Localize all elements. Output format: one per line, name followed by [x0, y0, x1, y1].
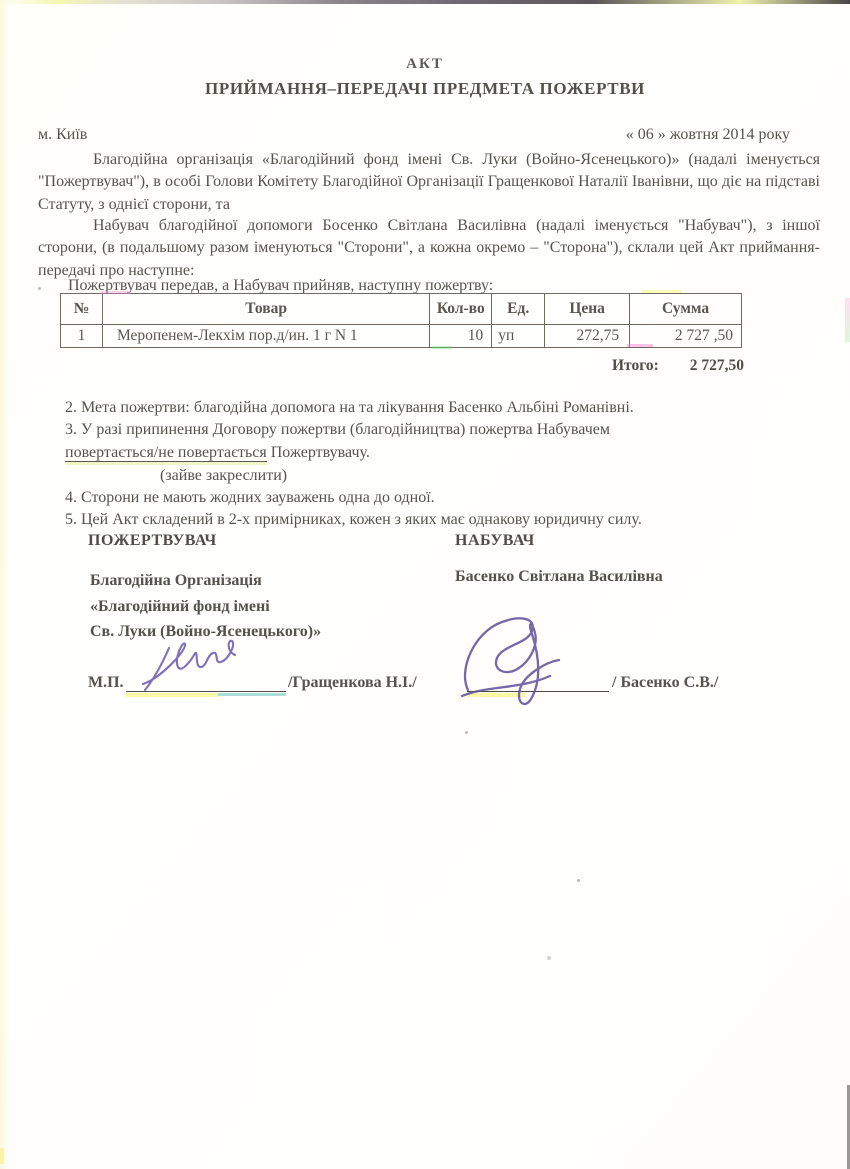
clause-3-underlined-choice: повертається/не повертається [65, 444, 267, 461]
doc-title-subject: ПРИЙМАННЯ–ПЕРЕДАЧІ ПРЕДМЕТА ПОЖЕРТВИ [205, 79, 645, 98]
scan-edge-left [0, 0, 9, 1169]
recipient-signature-caption: / Басенко С.В./ [612, 674, 719, 691]
scan-artifact [432, 346, 452, 349]
scan-artifact-corner [0, 1148, 4, 1164]
clause-5-copies: 5. Цей Акт складений в 2-х примірниках, кожен з яких має однакову юридичну силу. [65, 511, 642, 528]
recipient-name: Басенко Світлана Василівна [455, 568, 663, 585]
total-row [612, 357, 744, 375]
place-date-row [38, 126, 790, 144]
seal-place-label: М.П. [88, 674, 124, 691]
donor-signature-caption: /Гращенкова Н.І./ [288, 674, 417, 691]
col-header-quantity: Кол-во [430, 294, 492, 325]
doc-date: « 06 » жовтня 2014 року [625, 126, 790, 143]
col-header-goods: Товар [102, 294, 429, 325]
total-value: 2 727,50 [689, 357, 744, 374]
cell-price: 272,75 [545, 325, 630, 348]
signature-basenko [456, 610, 598, 712]
total-label: Итого: [612, 357, 659, 374]
scan-artifact [100, 291, 130, 294]
col-header-price: Цена [545, 294, 630, 325]
table-intro-line: Пожертвувач передав, а Набувач прийняв, наступну пожертву: [68, 277, 494, 294]
cell-unit: уп [492, 325, 545, 348]
clause-2-purpose: 2. Мета пожертви: благодійна допомога на та лікування Басенко Альбіні Романівні. [65, 399, 634, 416]
scan-artifact-right [845, 298, 850, 342]
scan-speck [38, 287, 41, 290]
scan-artifact [642, 290, 682, 293]
scan-edge-top [0, 0, 850, 4]
role-recipient-header: НАБУВАЧ [455, 532, 535, 549]
cell-goods: Меропенем-Лекхім пор.д/ин. 1 г N 1 [102, 325, 429, 348]
doc-title-act: АКТ [406, 56, 444, 72]
clause-3-line2 [65, 444, 370, 462]
table-header-row [61, 294, 742, 325]
cell-quantity: 10 [430, 325, 492, 348]
donation-items-table [60, 293, 742, 348]
signature-grashchenkova [135, 634, 277, 698]
donor-org-line3: Св. Луки (Войно-Ясенецького)» [90, 623, 322, 640]
scan-speck [465, 731, 468, 734]
donor-org-line2: «Благодійний фонд імені [90, 597, 270, 615]
clause-3-tail: Пожертвувачу. [266, 444, 370, 461]
paragraph-recipient: Набувач благодійної допомоги Босенко Світлана Василівна (надалі іменується "Набувач"), з іншої сторони, (в подальшому разом іменуються "Сторони", а кожна окремо – "Сторона"), склали цей Акт приймання-передачі про наступне: [38, 217, 820, 279]
scan-artifact [627, 344, 653, 347]
place-city: м. Київ [38, 126, 88, 143]
clause-3-line1: 3. У разі припинення Договору пожертви (благодійництва) пожертва Набувачем [65, 421, 610, 438]
donor-org-line1: Благодійна Організація [90, 572, 262, 589]
cell-sum: 2 727 ,50 [630, 325, 742, 348]
scan-speck [547, 956, 551, 960]
col-header-unit: Ед. [492, 294, 545, 325]
clause-3-note: (зайве закреслити) [160, 467, 288, 484]
cell-number: 1 [61, 325, 103, 348]
col-header-sum: Сумма [630, 294, 742, 325]
role-donor-header: ПОЖЕРТВУВАЧ [88, 532, 217, 549]
col-header-number: № [61, 294, 103, 325]
clause-4-no-claims: 4. Сторони не мають жодних зауважень одна до одної. [65, 489, 435, 506]
scan-speck [577, 879, 580, 882]
paragraph-donor: Благодійна організація «Благодійний фонд імені Св. Луки (Войно-Ясенецького)» (надалі іменується "Пожертвувач"), в особі Голови Комітету Благодійної Організації Гращенкової Наталії Іванівни, що діє на підставі Статуту, з однієї сторони, та [38, 151, 820, 213]
